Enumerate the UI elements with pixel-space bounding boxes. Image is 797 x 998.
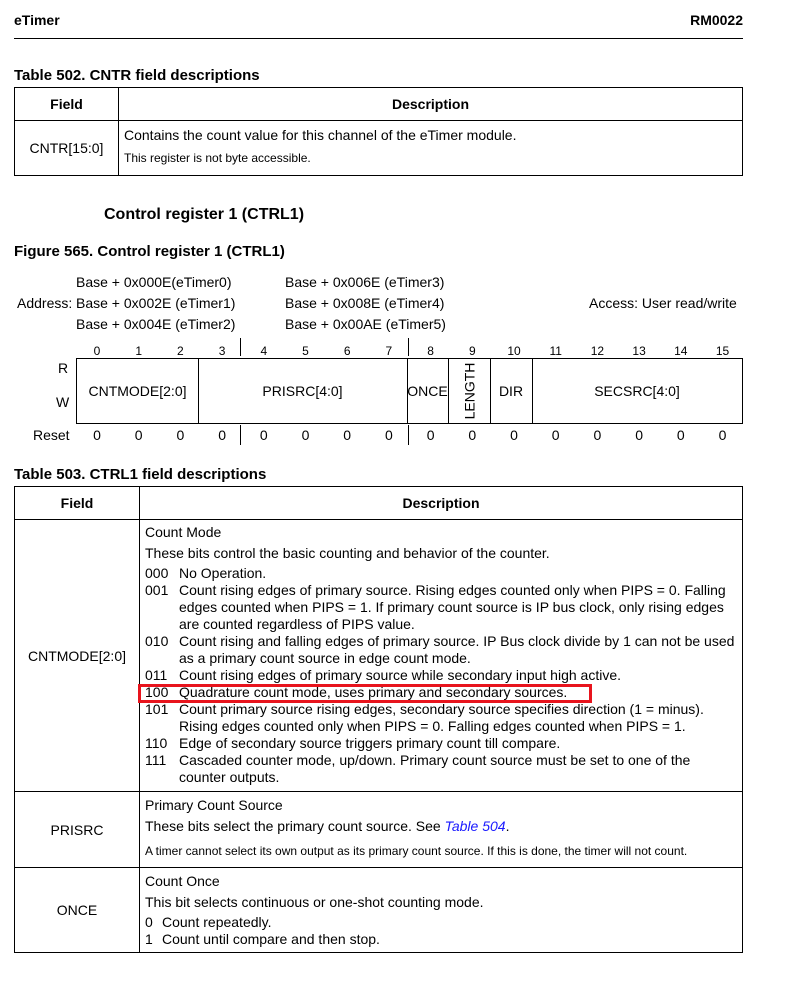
figure-565-caption: Figure 565. Control register 1 (CTRL1) <box>14 243 285 260</box>
list-item <box>145 735 737 752</box>
header-divider <box>14 38 743 39</box>
mode-code: 1 <box>145 931 153 947</box>
address-etimer4: Base + 0x008E (eTimer4) <box>285 295 445 311</box>
table-503-header-field: Field <box>15 487 140 520</box>
mode-code: 000 <box>145 565 169 581</box>
register-field-secsrc: SECSRC[4:0] <box>532 358 743 424</box>
reset-value: 0 <box>426 427 435 443</box>
address-etimer5: Base + 0x00AE (eTimer5) <box>285 316 446 332</box>
mode-description: Quadrature count mode, uses primary and secondary sources. <box>179 684 568 700</box>
document-id: RM0022 <box>690 12 743 28</box>
address-column-2 <box>285 272 446 335</box>
bit-number: 6 <box>343 344 351 358</box>
list-item <box>145 565 737 582</box>
table-502-caption: Table 502. CNTR field descriptions <box>14 67 260 84</box>
bit-number: 13 <box>632 344 646 358</box>
register-field-dir: DIR <box>490 358 533 424</box>
reset-value: 0 <box>176 427 185 443</box>
field-description-prisrc <box>140 792 743 868</box>
list-item <box>145 667 737 684</box>
mode-code: 0 <box>145 914 153 930</box>
access-label: Access: User read/write <box>589 295 737 311</box>
reset-value: 0 <box>510 427 518 443</box>
reset-value: 0 <box>676 427 685 443</box>
bit-tick <box>408 338 409 356</box>
mode-description: Count rising edges of primary source while secondary input high active. <box>179 667 622 683</box>
bit-tick <box>240 338 241 356</box>
table-502-header-field: Field <box>15 88 119 121</box>
table-row <box>15 121 743 176</box>
description-text <box>145 818 737 835</box>
reset-value: 0 <box>593 427 602 443</box>
list-item <box>145 752 737 786</box>
bit-number: 5 <box>302 344 309 358</box>
mode-description: Count rising and falling edges of primary source. IP Bus clock divide by 1 can not be used as a primary count source in edge count mode. <box>179 633 735 666</box>
list-item <box>145 582 737 633</box>
mode-description: Edge of secondary source triggers primary count till compare. <box>179 735 561 751</box>
mode-code: 100 <box>145 684 169 700</box>
bit-number: 14 <box>674 344 688 358</box>
address-etimer0: Base + 0x000E(eTimer0) <box>76 274 232 290</box>
mode-code: 101 <box>145 701 169 717</box>
row-read-label: R <box>58 360 69 376</box>
section-title: Control register 1 (CTRL1) <box>104 206 305 223</box>
table-503-header-description: Description <box>140 487 743 520</box>
mode-list <box>145 565 737 786</box>
bit-number: 12 <box>590 344 605 358</box>
list-item <box>145 914 737 931</box>
description-text: This bit selects continuous or one-shot counting mode. <box>145 894 484 910</box>
bit-number: 0 <box>93 344 101 358</box>
mode-code: 001 <box>145 582 169 598</box>
field-name-cntr: CNTR[15:0] <box>15 121 119 176</box>
reset-value: 0 <box>635 427 643 443</box>
bit-number: 9 <box>468 344 476 358</box>
mode-list <box>145 914 737 948</box>
field-name-cntmode: CNTMODE[2:0] <box>15 520 140 792</box>
reset-value: 0 <box>301 427 310 443</box>
reset-value: 0 <box>384 427 393 443</box>
reset-value: 0 <box>718 427 727 443</box>
header-title: eTimer <box>14 12 60 28</box>
register-field-length <box>448 358 491 424</box>
mode-description: Count primary source rising edges, secondary source specifies direction (1 = minus). Rising edges counted only when PIPS = 0. Falling edges counted when PIPS = 1. <box>179 701 704 734</box>
address-column-1 <box>76 272 235 335</box>
highlight-box <box>138 684 592 703</box>
bit-number: 7 <box>385 344 393 358</box>
register-field-prisrc: PRISRC[4:0] <box>198 358 408 424</box>
table-row <box>15 520 743 792</box>
length-label: LENGTH <box>461 362 478 420</box>
address-etimer2: Base + 0x004E (eTimer2) <box>76 316 236 332</box>
mode-description: Count until compare and then stop. <box>162 931 380 947</box>
reset-value: 0 <box>218 427 226 443</box>
description-title: Count Mode <box>145 524 222 540</box>
description-text: Contains the count value for this channel of the eTimer module. <box>124 127 517 143</box>
table-503-caption: Table 503. CTRL1 field descriptions <box>14 466 267 483</box>
description-title: Primary Count Source <box>145 797 283 813</box>
reset-value: 0 <box>93 427 101 443</box>
bit-number: 1 <box>135 344 143 358</box>
mode-code: 010 <box>145 633 169 649</box>
reset-value: 0 <box>551 427 560 443</box>
register-field-cntmode: CNTMODE[2:0] <box>76 358 199 424</box>
field-description-once <box>140 868 743 953</box>
table-row <box>15 868 743 953</box>
bit-number: 15 <box>715 344 730 358</box>
table-504-link[interactable]: Table 504 <box>444 818 506 834</box>
bit-number: 2 <box>177 344 184 358</box>
mode-code: 110 <box>145 735 168 751</box>
table-row <box>15 792 743 868</box>
address-etimer3: Base + 0x006E (eTimer3) <box>285 274 445 290</box>
reset-value: 0 <box>468 427 477 443</box>
mode-description: Cascaded counter mode, up/down. Primary count source must be set to one of the counter outputs. <box>179 752 691 785</box>
list-item <box>145 701 737 735</box>
mode-code: 111 <box>145 752 167 768</box>
description-text: These bits control the basic counting and behavior of the counter. <box>145 545 550 561</box>
field-name-once: ONCE <box>15 868 140 953</box>
field-description-cntmode <box>140 520 743 792</box>
address-label: Address: <box>17 295 73 311</box>
mode-code: 011 <box>145 667 168 683</box>
table-502-header-description: Description <box>119 88 743 121</box>
field-description-cntr <box>119 121 743 176</box>
field-name-prisrc: PRISRC <box>15 792 140 868</box>
reset-value: 0 <box>343 427 352 443</box>
description-text-pre: These bits select the primary count source. See <box>145 818 445 834</box>
reset-label: Reset <box>33 427 70 443</box>
bit-number: 3 <box>218 344 226 358</box>
list-item <box>145 633 737 667</box>
description-note: This register is not byte accessible. <box>124 151 311 165</box>
reset-value: 0 <box>134 427 143 443</box>
mode-description: No Operation. <box>179 565 267 581</box>
register-field-once: ONCE <box>407 358 449 424</box>
description-note: A timer cannot select its own output as its primary count source. If this is done, the timer will not count. <box>145 844 688 858</box>
bit-number: 4 <box>260 344 268 358</box>
bit-number: 10 <box>507 344 521 358</box>
list-item <box>145 931 737 948</box>
bit-number: 11 <box>549 344 562 358</box>
table-503 <box>14 486 743 953</box>
row-write-label: W <box>56 394 70 410</box>
mode-description: Count rising edges of primary source. Rising edges counted only when PIPS = 0. Falling edges counted when PIPS = 1. If primary count source is IP bus clock, only rising edges are counted regardless of PIPS value. <box>179 582 726 632</box>
reset-value: 0 <box>259 427 268 443</box>
mode-description: Count repeatedly. <box>162 914 272 930</box>
table-502 <box>14 87 743 176</box>
address-etimer1: Base + 0x002E (eTimer1) <box>76 295 236 311</box>
description-title: Count Once <box>145 873 220 889</box>
description-text-post: . <box>505 818 510 834</box>
bit-number: 8 <box>427 344 434 358</box>
